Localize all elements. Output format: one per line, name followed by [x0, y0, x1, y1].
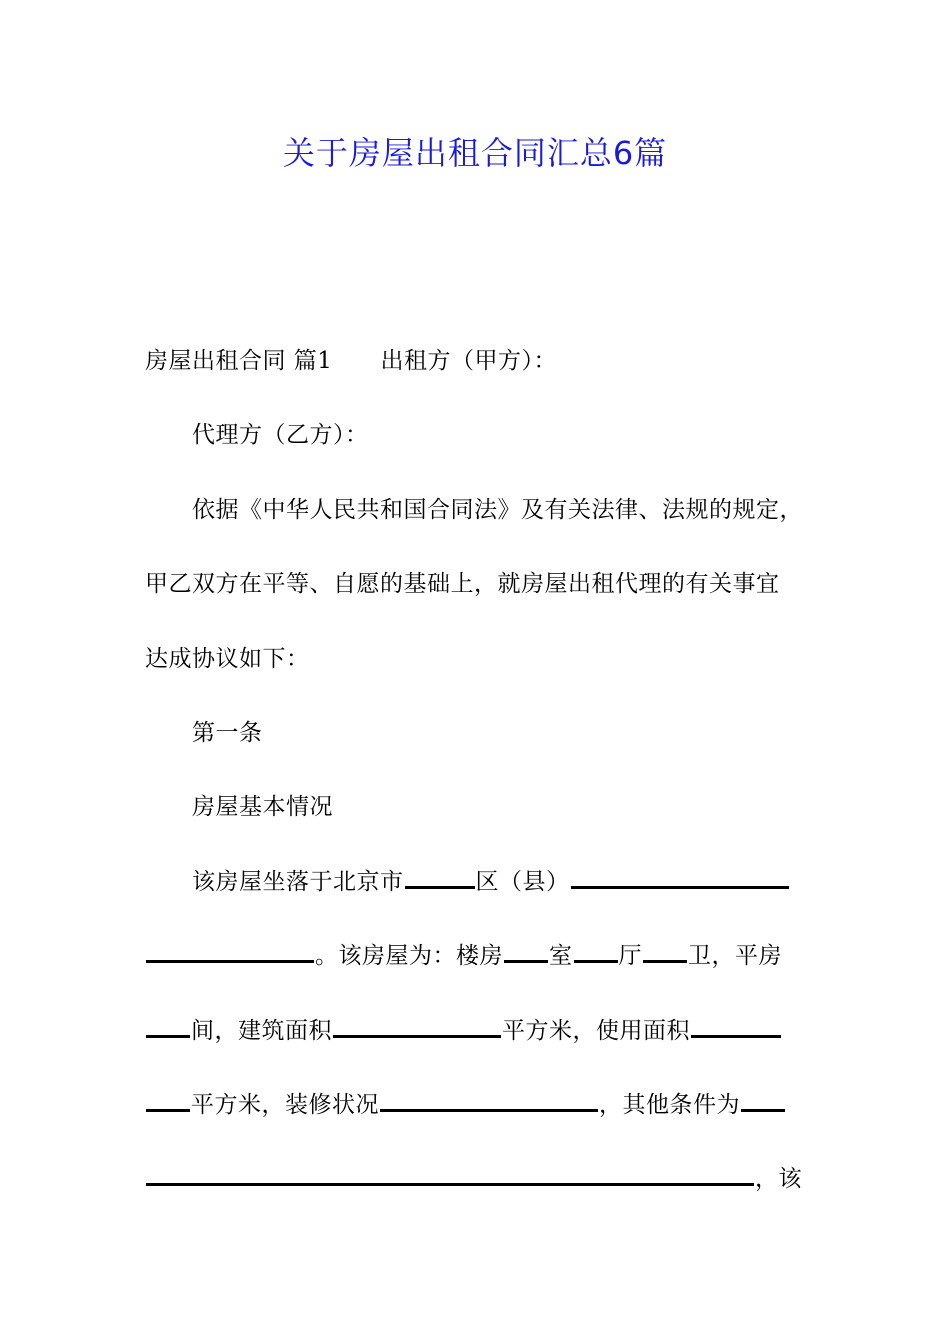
document-body [145, 336, 805, 1229]
paragraph-text: 。该房屋为：楼房 [315, 943, 503, 970]
paragraph-text: 区（县） [475, 868, 570, 895]
usable-area-blank-continued[interactable] [146, 1093, 190, 1112]
address-blank-continued[interactable] [146, 944, 314, 963]
lessor-label: 出租方（甲方）： [380, 348, 557, 374]
text-line [145, 410, 805, 484]
address-blank[interactable] [571, 870, 789, 889]
text-line [145, 708, 805, 782]
text-line [145, 336, 805, 410]
district-blank[interactable] [405, 870, 475, 889]
text-line [145, 559, 805, 633]
paragraph-text: 室 [549, 943, 573, 970]
decoration-blank[interactable] [380, 1093, 598, 1112]
paragraph-text: 平方米，使用面积 [502, 1017, 690, 1044]
building-area-blank[interactable] [333, 1019, 501, 1038]
other-conditions-blank[interactable] [741, 1093, 785, 1112]
paragraph-text: ，其他条件为 [599, 1091, 740, 1118]
paragraph-text: 依据《中华人民共和国合同法》及有关法律、法规的规定， [192, 496, 803, 523]
paragraph-text: 卫，平房 [688, 943, 782, 970]
text-line [145, 1080, 805, 1154]
paragraph-text: 达成协议如下： [145, 645, 310, 672]
paragraph-text: 厅 [618, 943, 642, 970]
other-conditions-blank-continued[interactable] [146, 1167, 754, 1186]
usable-area-blank[interactable] [691, 1019, 781, 1038]
rooms-blank[interactable] [504, 944, 548, 963]
article-title: 房屋基本情况 [192, 794, 333, 821]
document-title: 关于房屋出租合同汇总6篇 [282, 134, 668, 172]
halls-blank[interactable] [574, 944, 618, 963]
text-line [145, 1154, 805, 1228]
text-line [145, 1006, 805, 1080]
paragraph-text: ，该 [755, 1166, 802, 1193]
text-line [145, 485, 805, 559]
bathrooms-blank[interactable] [643, 944, 687, 963]
paragraph-text: 该房屋坐落于北京市 [192, 868, 404, 895]
paragraph-text: 平方米，装修状况 [191, 1091, 379, 1118]
article-number: 第一条 [192, 719, 263, 746]
bungalow-rooms-blank[interactable] [146, 1019, 190, 1038]
text-line [145, 634, 805, 708]
text-line [145, 857, 805, 931]
paragraph-text: 间，建筑面积 [191, 1017, 332, 1044]
agent-label: 代理方（乙方）： [192, 422, 369, 449]
text-line [145, 931, 805, 1005]
text-line [145, 782, 805, 856]
contract-heading: 房屋出租合同 篇1 [145, 348, 333, 374]
paragraph-text: 甲乙双方在平等、自愿的基础上，就房屋出租代理的有关事宜 [145, 571, 780, 598]
